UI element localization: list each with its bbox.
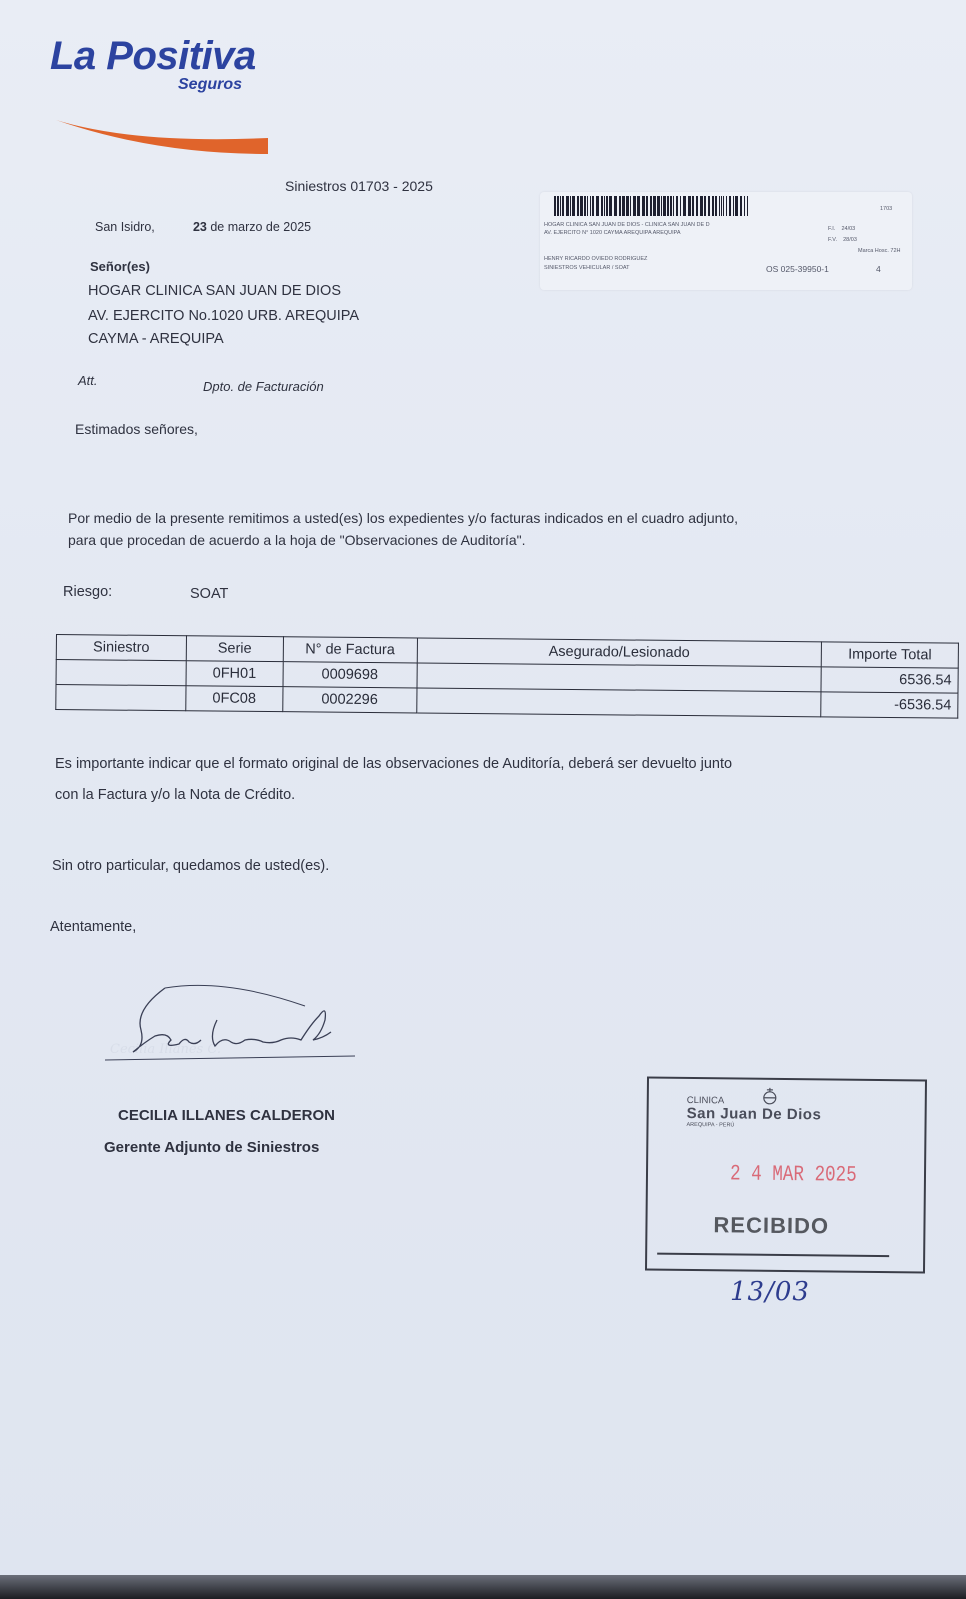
sticker-line-3: HENRY RICARDO OVIEDO RODRIGUEZ <box>544 256 648 262</box>
signer-role: Gerente Adjunto de Siniestros <box>104 1139 320 1156</box>
sticker-code-suffix: 4 <box>876 264 881 274</box>
barcode-bar <box>721 196 722 216</box>
cell-importe: 6536.54 <box>821 667 958 693</box>
barcode-bar <box>637 196 640 216</box>
barcode-bar <box>700 196 703 216</box>
greeting: Estimados señores, <box>75 421 198 437</box>
barcode-bar <box>661 196 662 216</box>
cell-asegurado <box>417 663 822 692</box>
riesgo-value: SOAT <box>190 586 229 602</box>
barcode-icon <box>554 196 754 216</box>
barcode-bar <box>653 196 656 216</box>
barcode-bar <box>633 196 636 216</box>
letter-date: San Isidro, 23 de marzo de 2025 <box>95 220 312 234</box>
barcode-bar <box>566 196 569 216</box>
barcode-bar <box>609 196 612 216</box>
barcode-bar <box>692 196 694 216</box>
cell-siniestro <box>56 685 186 711</box>
barcode-bar <box>622 196 625 216</box>
barcode-bar <box>688 196 691 216</box>
stamp-divider <box>657 1253 889 1257</box>
sticker-code: OS 025-39950-1 <box>766 264 829 274</box>
sticker-fv: F.V. 28/03 <box>828 237 857 243</box>
signer-name: CECILIA ILLANES CALDERON <box>118 1107 335 1124</box>
barcode-bar <box>557 196 559 216</box>
barcode-bar <box>596 196 599 216</box>
barcode-bar <box>676 196 678 216</box>
barcode-bar <box>657 196 660 216</box>
sticker-marca: Marca Hosc. 72H <box>858 248 901 254</box>
barcode-bar <box>626 196 629 216</box>
invoice-table <box>55 634 959 719</box>
recipient-line-3: CAYMA - AREQUIPA <box>88 331 224 347</box>
barcode-bar <box>604 196 605 216</box>
header-factura: N° de Factura <box>283 637 417 663</box>
barcode-bar <box>630 196 631 216</box>
barcode-sticker <box>540 192 912 290</box>
barcode-bar <box>646 196 648 216</box>
barcode-bar <box>650 196 652 216</box>
stamp-small-label: CLINICA <box>686 1094 725 1107</box>
body-line-1: Por medio de la presente remitimos a usted(es) los expedientes y/o facturas indicados en el cuadro adjunto, <box>68 510 739 526</box>
sticker-line-1: HOGAR CLINICA SAN JUAN DE DIOS - CLINICA SAN JUAN DE D <box>544 222 710 228</box>
logo-swoosh-icon <box>54 114 274 154</box>
page-bottom-edge <box>0 1575 966 1599</box>
farewell: Atentamente, <box>50 919 137 935</box>
barcode-bar <box>606 196 608 216</box>
signature-icon <box>105 980 365 1075</box>
barcode-bar <box>562 196 564 216</box>
barcode-bar <box>719 196 720 216</box>
cell-importe: -6536.54 <box>821 692 958 718</box>
barcode-bar <box>601 196 603 216</box>
barcode-bar <box>642 196 645 216</box>
barcode-bar <box>712 196 714 216</box>
barcode-bar <box>726 196 727 216</box>
stamp-status: RECIBIDO <box>713 1212 830 1239</box>
sticker-number: 1703 <box>880 206 893 212</box>
sticker-line-2: AV. EJERCITO N° 1020 CAYMA AREQUIPA AREQUIPA <box>544 230 681 236</box>
barcode-bar <box>733 196 734 216</box>
note-line-1: Es importante indicar que el formato original de las observaciones de Auditoría, deberá ser devuelto junto <box>55 756 733 772</box>
barcode-bar <box>715 196 717 216</box>
signature-text: Cecilia Illanes C. <box>110 1042 221 1057</box>
att-label: Att. <box>78 373 98 388</box>
barcode-bar <box>683 196 686 216</box>
body-line-2: para que procedan de acuerdo a la hoja de "Observaciones de Auditoría". <box>68 532 526 548</box>
claim-reference: Siniestros 01703 - 2025 <box>285 178 433 194</box>
att-value: Dpto. de Facturación <box>203 379 324 394</box>
barcode-bar <box>704 196 706 216</box>
header-serie: Serie <box>186 636 283 662</box>
barcode-bar <box>584 196 586 216</box>
barcode-bar <box>570 196 571 216</box>
la-positiva-logo <box>50 34 290 124</box>
barcode-bar <box>587 196 588 216</box>
cell-factura: 0002296 <box>283 687 417 713</box>
sticker-line-4: SINIESTROS VEHICULAR / SOAT <box>544 265 630 271</box>
logo-brand: La Positiva <box>50 34 256 78</box>
recipient-line-1: HOGAR CLINICA SAN JUAN DE DIOS <box>88 283 341 299</box>
barcode-bar <box>673 196 674 216</box>
barcode-bar <box>747 196 748 216</box>
barcode-bar <box>572 196 575 216</box>
handwritten-number: 13/03 <box>730 1277 810 1307</box>
date-day: 23 <box>192 220 207 234</box>
stamp-location: AREQUIPA - PERÚ <box>686 1121 735 1129</box>
sticker-fi: F.I. 24/03 <box>828 226 856 232</box>
closing-line: Sin otro particular, quedamos de usted(es). <box>52 858 330 874</box>
barcode-bar <box>560 196 561 216</box>
barcode-bar <box>619 196 621 216</box>
barcode-bar <box>670 196 672 216</box>
barcode-bar <box>723 196 724 216</box>
stamp-date: 2 4 MAR 2025 <box>729 1161 857 1188</box>
barcode-bar <box>592 196 594 216</box>
header-asegurado: Asegurado/Lesionado <box>417 638 822 667</box>
cell-serie: 0FH01 <box>186 661 283 687</box>
barcode-bar <box>614 196 617 216</box>
logo-sub: Seguros <box>178 76 243 93</box>
header-importe: Importe Total <box>821 642 958 668</box>
clinic-emblem-icon <box>759 1086 781 1108</box>
barcode-bar <box>744 196 745 216</box>
barcode-bar <box>554 196 556 216</box>
cell-serie: 0FC08 <box>186 686 283 712</box>
barcode-bar <box>740 196 742 216</box>
note-line-2: con la Factura y/o la Nota de Crédito. <box>55 787 296 803</box>
header-siniestro: Siniestro <box>56 635 186 661</box>
barcode-bar <box>735 196 738 216</box>
received-stamp <box>645 1077 927 1274</box>
cell-siniestro <box>56 660 186 686</box>
barcode-bar <box>680 196 681 216</box>
barcode-bar <box>590 196 591 216</box>
cell-asegurado <box>416 688 821 717</box>
barcode-bar <box>667 196 669 216</box>
stamp-clinic-name: San Juan De Dios <box>686 1104 822 1124</box>
barcode-bar <box>729 196 731 216</box>
riesgo-label: Riesgo: <box>63 584 113 600</box>
barcode-bar <box>696 196 698 216</box>
barcode-bar <box>663 196 666 216</box>
barcode-bar <box>577 196 579 216</box>
recipient-line-2: AV. EJERCITO No.1020 URB. AREQUIPA <box>88 308 360 324</box>
recipient-heading: Señor(es) <box>90 259 150 274</box>
barcode-bar <box>708 196 710 216</box>
barcode-bar <box>580 196 583 216</box>
cell-factura: 0009698 <box>283 662 417 688</box>
